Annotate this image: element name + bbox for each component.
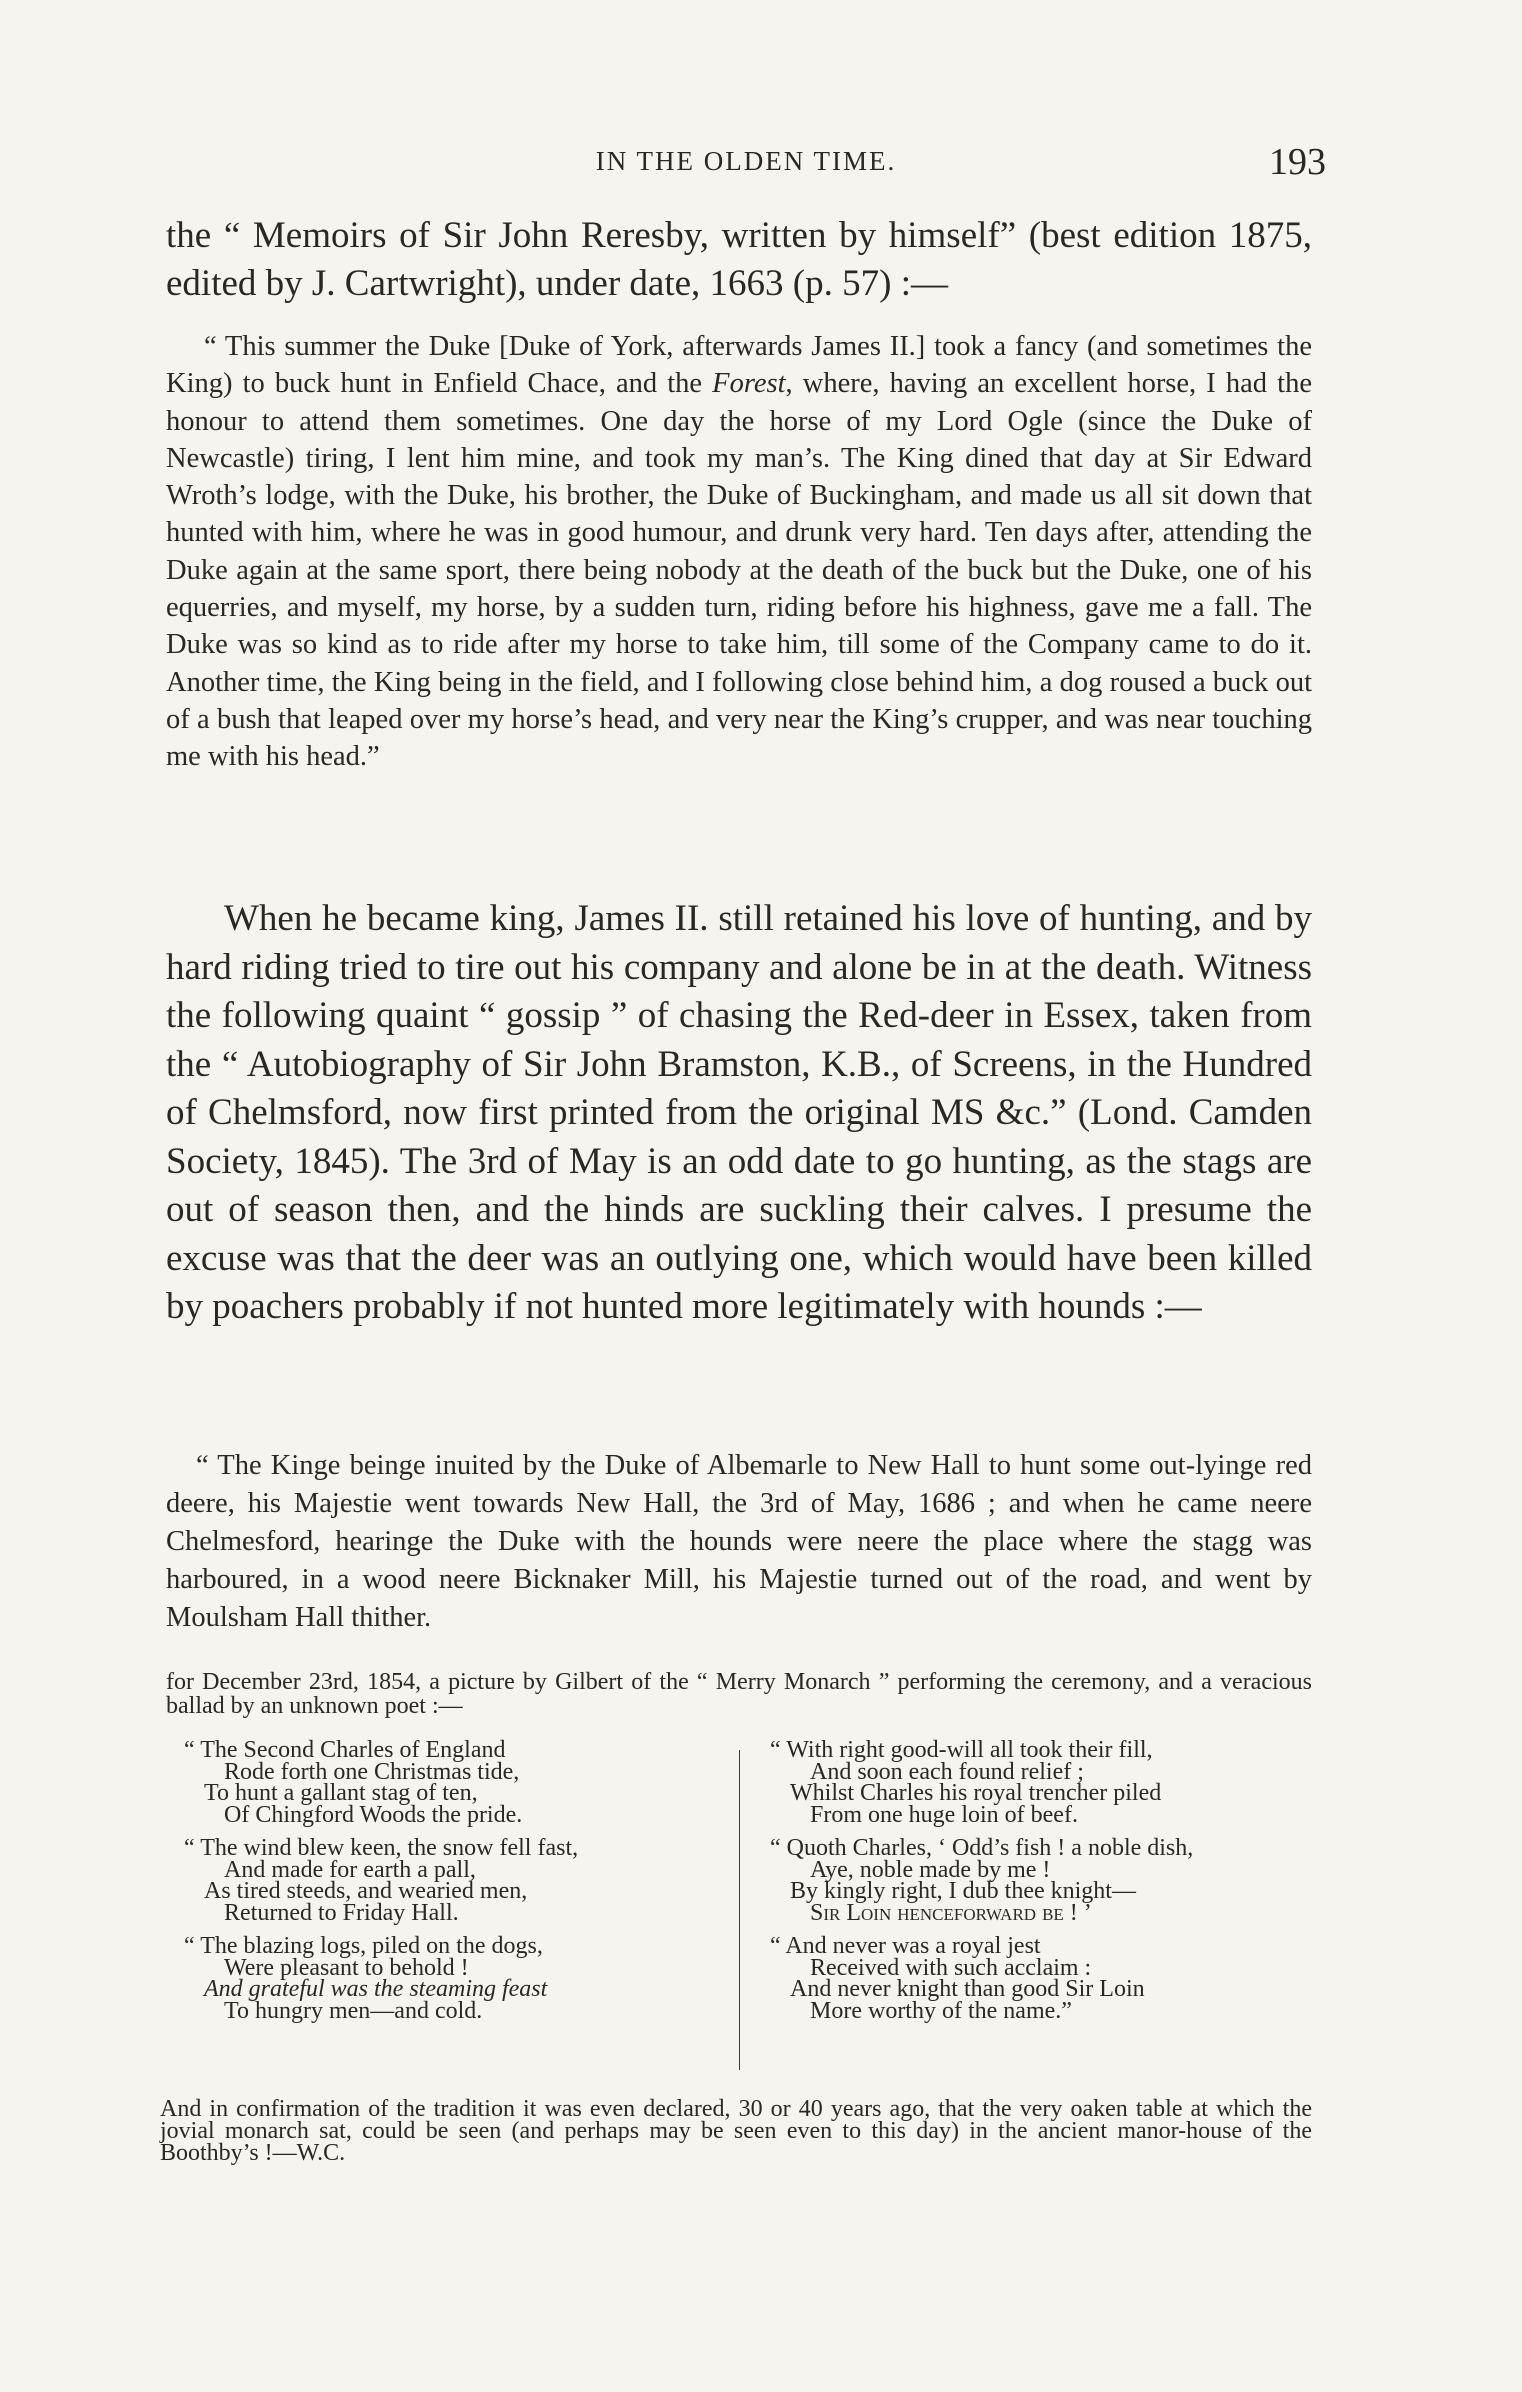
running-title: IN THE OLDEN TIME. xyxy=(595,146,897,176)
verse-line: Were pleasant to behold ! xyxy=(224,1954,469,1981)
quote1-end: , where, having an excellent horse, I had the honour to attend them sometimes. One day the horse of my Lord Ogle (since the Duke of Newcastle) tiring, I lent him mine, and took my man’s. The King dined that day at Sir Edward Wroth’s lodge, with the Duke, his brother, the Duke of Buckingham, and made us all sit down that hunted with him, where he was in good humour, and drunk very hard. Ten days after, attending the Duke again at the same sport, there being nobody at the death of the buck but the Duke, one of his equerries, and myself, my horse, by a sudden turn, riding before his highness, gave me a fall. The Duke was so kind as to ride after my horse to take him, till some of the Company came to do it. Another time, the King being in the field, and I following close behind him, a dog roused a buck out of a bush that leaped over my horse’s head, and very near the King’s crupper, and was near touching me with his head.” xyxy=(166,368,1312,773)
verse-line: “ The blazing logs, piled on the dogs, xyxy=(184,1933,543,1959)
ballad-left-column xyxy=(184,1737,724,2034)
bramston-quotation: “ The Kinge beinge inuited by the Duke of Albemarle to New Hall to hunt some out-lyinge red deere, his Majestie went towards New Hall, the 3rd of May, 1686 ; and when he came neere Chelmesford, hearinge the Duke with the hounds were neere the place where the stagg was harboured, in a wood neere Bicknaker Mill, his Majestie turned out of the road, and went by Moulsham Hall thither. xyxy=(166,1450,1312,1633)
verse-line: By kingly right, I dub thee knight— xyxy=(790,1878,1136,1904)
lead-paragraph: the “ Memoirs of Sir John Reresby, written by himself” (best edition 1875, edited by J. Cartwright), under date, 1663 (p. 57) :— xyxy=(166,215,1312,304)
column-divider xyxy=(739,1750,740,2070)
verse-line: Of Chingford Woods the pride. xyxy=(224,1801,523,1828)
verse-line: Aye, noble made by me ! xyxy=(810,1856,1051,1883)
verse-line: “ With right good-will all took their fill, xyxy=(770,1737,1153,1763)
verse-line: And made for earth a pall, xyxy=(224,1856,476,1883)
stanza xyxy=(184,1835,724,1926)
stanza xyxy=(770,1835,1310,1926)
verse-line: As tired steeds, and wearied men, xyxy=(204,1878,528,1904)
stanza xyxy=(184,1737,724,1828)
running-head xyxy=(166,140,1326,190)
reresby-quotation xyxy=(166,328,1312,776)
verse-line: Sir Loin henceforward be ! ’ xyxy=(810,1899,1092,1926)
stanza xyxy=(184,1933,724,2024)
body-paragraph: When he became king, James II. still retained his love of hunting, and by hard riding tried to tire out his company and alone be in at the death. Witness the following quaint “ gossip ” of chasing the Red-deer in Essex, taken from the “ Autobiography of Sir John Bramston, K.B., of Screens, in the Hundred of Chelmsford, now first printed from the original MS &c.” (Lond. Camden Society, 1845). The 3rd of May is an odd date to go hunting, as the stags are out of season then, and the hinds are suckling their calves. I presume the excuse was that the deer was an outlying one, which would have been killed by poachers probably if not hunted more legitimately with hounds :— xyxy=(166,898,1312,1327)
stanza xyxy=(770,1933,1310,2024)
verse-line: Rode forth one Christmas tide, xyxy=(224,1758,520,1785)
ballad xyxy=(166,1737,1312,2080)
verse-line: Received with such acclaim : xyxy=(810,1954,1092,1981)
verse-line: Whilst Charles his royal trencher piled xyxy=(790,1780,1162,1806)
quote1-forest: Forest xyxy=(712,368,786,400)
reresby-quotation-text xyxy=(166,328,1312,776)
verse-line: From one huge loin of beef. xyxy=(810,1801,1078,1828)
verse-line: “ The wind blew keen, the snow fell fast, xyxy=(184,1835,579,1861)
verse-line: To hunt a gallant stag of ten, xyxy=(204,1780,478,1806)
quote1-start: “ This summer the Duke [Duke of York, afterwards James II.] took a fancy (and sometimes the King) to buck hunt in Enfield Chace, and the xyxy=(166,331,1312,400)
verse-line-italic: And grateful was the steaming feast xyxy=(204,1976,548,2002)
page-number: 193 xyxy=(1269,141,1326,183)
verse-line: “ And never was a royal jest xyxy=(770,1933,1041,1959)
verse-line: To hungry men—and cold. xyxy=(224,1997,483,2024)
footnote-intro: for December 23rd, 1854, a picture by Gilbert of the “ Merry Monarch ” performing the ceremony, and a veracious ballad by an unknown poet :— xyxy=(166,1669,1312,1719)
verse-line: “ Quoth Charles, ‘ Odd’s fish ! a noble dish, xyxy=(770,1835,1194,1861)
footnote-closing: And in confirmation of the tradition it was even declared, 30 or 40 years ago, that the very oaken table at which the jovial monarch sat, could be seen (and perhaps may be seen even to this day) in the ancient manor-house of the Boothby’s !—W.C. xyxy=(160,2096,1312,2166)
verse-line: And never knight than good Sir Loin xyxy=(790,1976,1145,2002)
verse-line: Returned to Friday Hall. xyxy=(224,1899,459,1926)
ballad-right-column xyxy=(770,1737,1310,2034)
verse-line: And soon each found relief ; xyxy=(810,1758,1084,1785)
verse-line: “ The Second Charles of England xyxy=(184,1737,506,1763)
verse-line: More worthy of the name.” xyxy=(810,1997,1072,2024)
stanza xyxy=(770,1737,1310,1828)
